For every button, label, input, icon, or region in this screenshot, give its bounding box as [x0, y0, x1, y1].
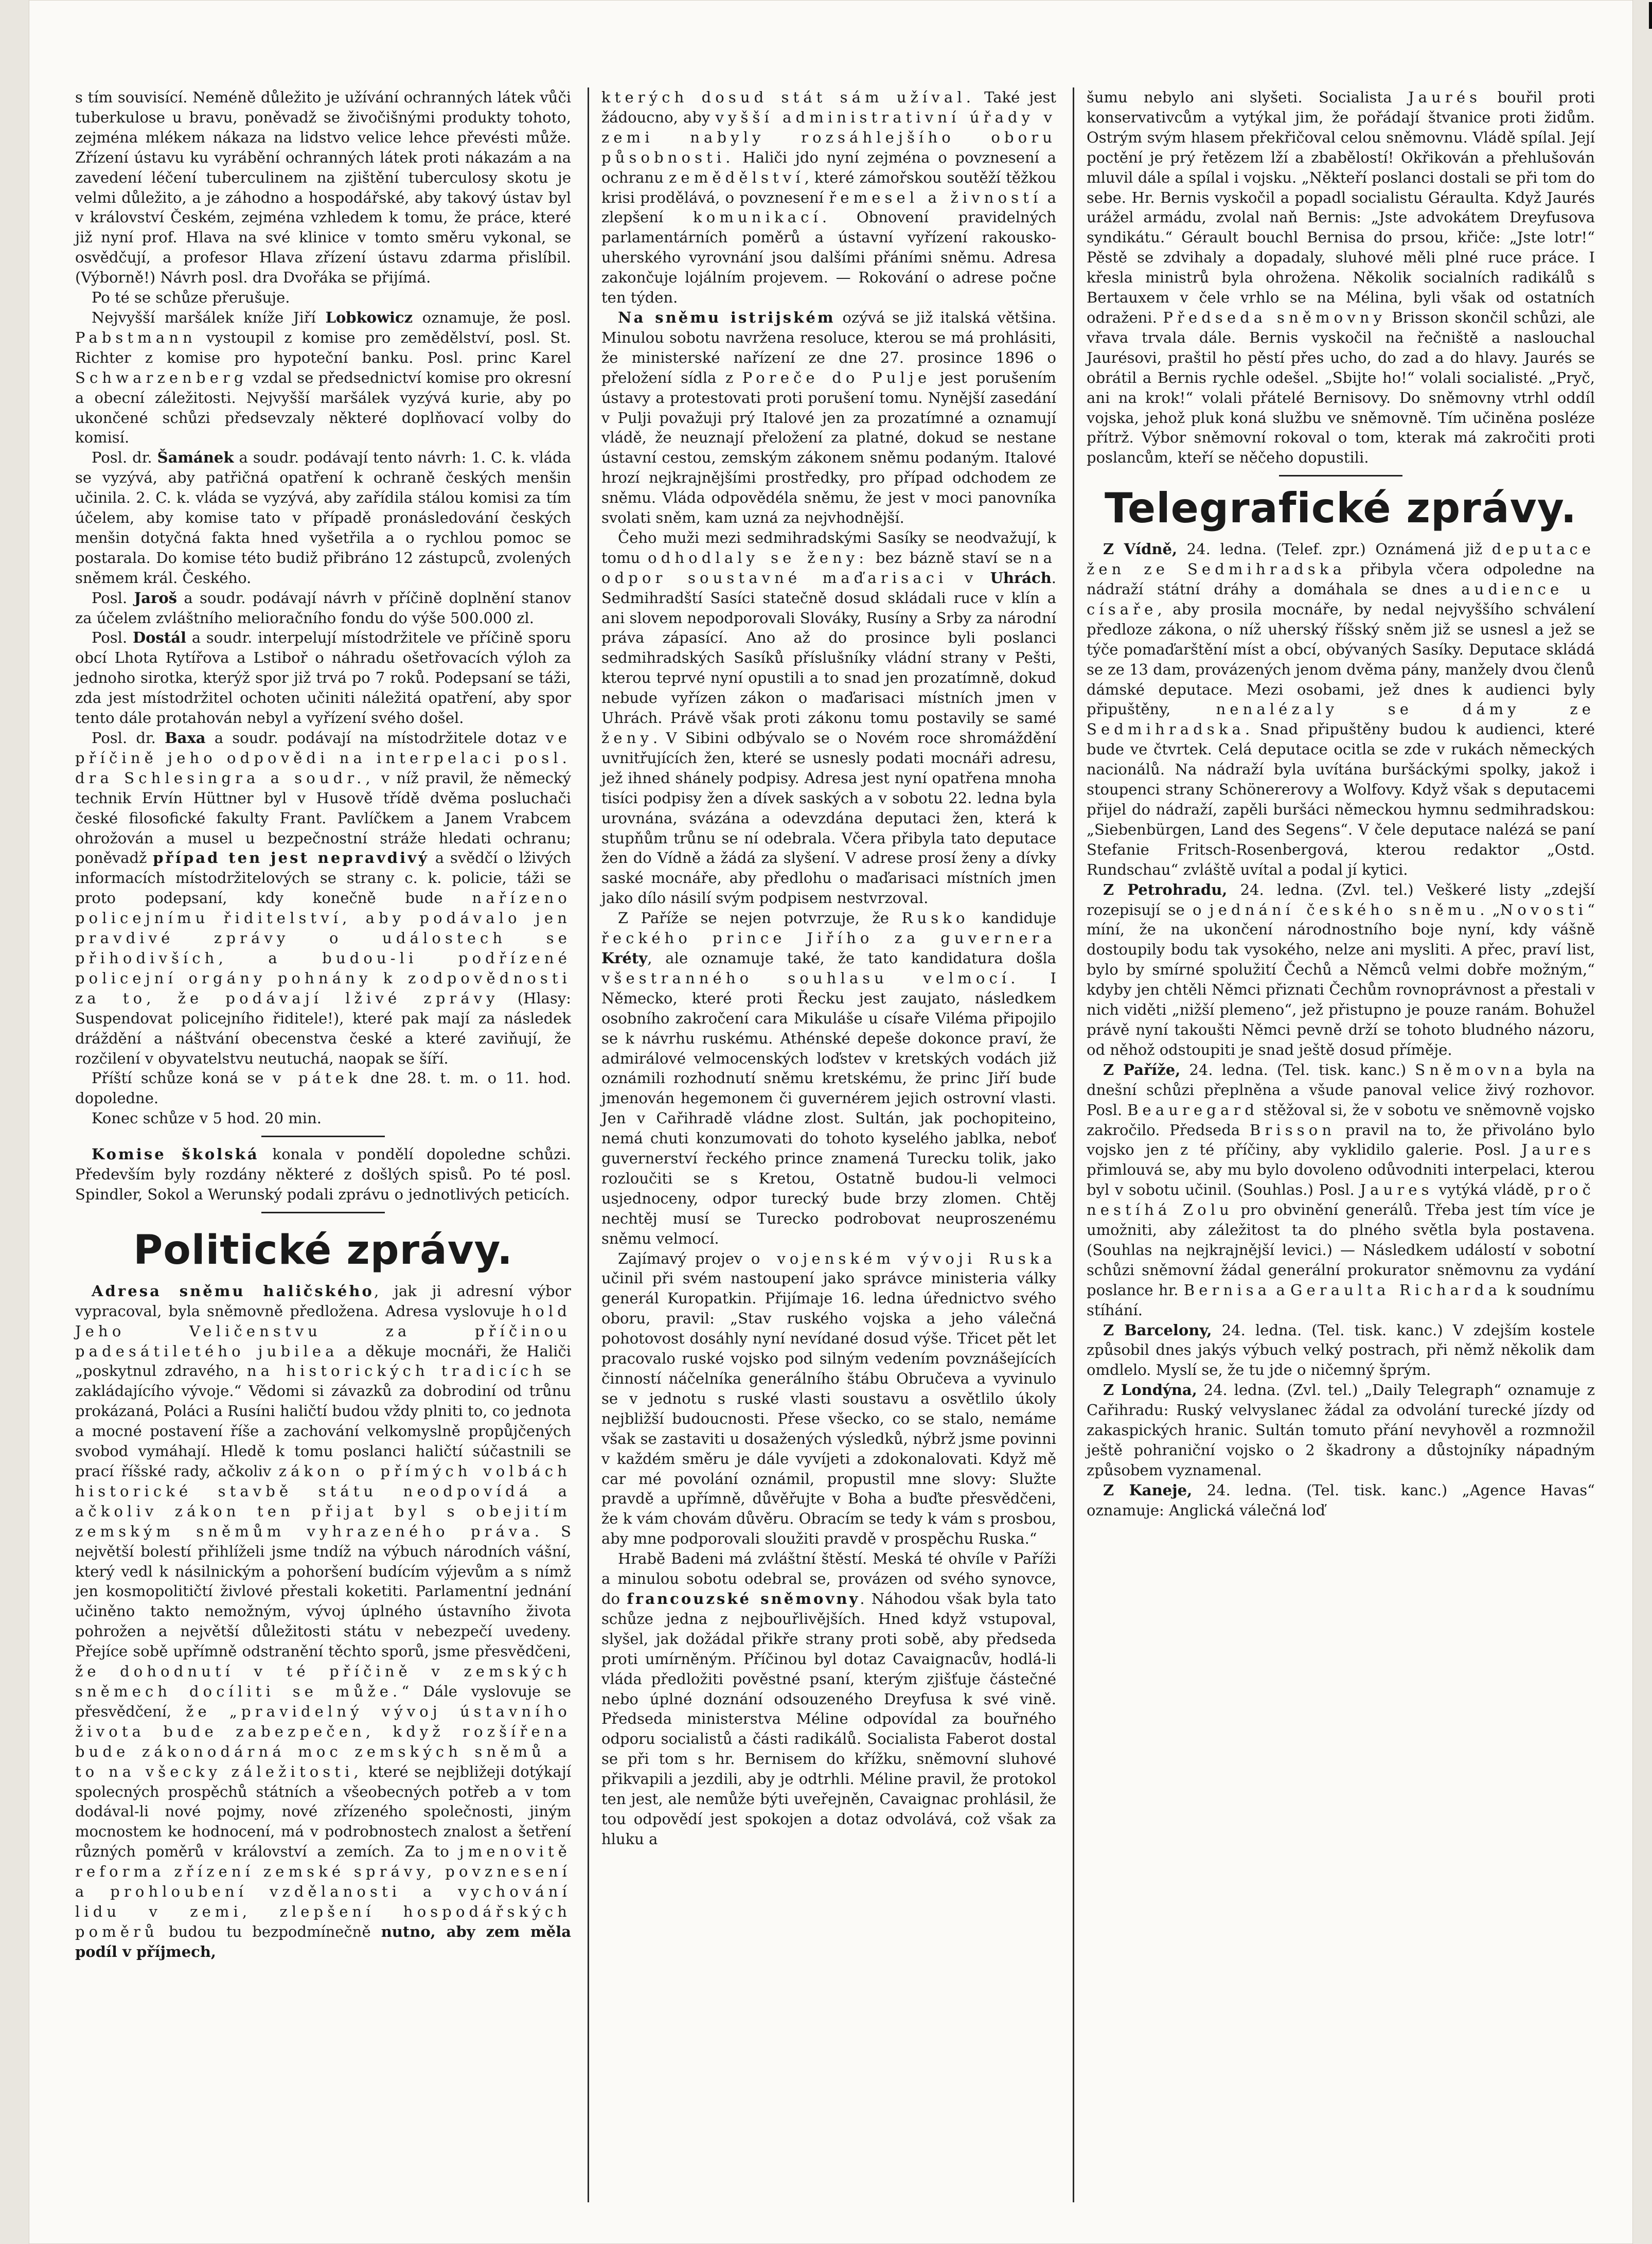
paragraph: Adresa sněmu haličského, jak ji adresní výbor vypracoval, byla sněmovně předložena. Adresa vyslovuje hold Jeho Veličenstvu za příčinou padesátiletého jubilea a děkuje mocnáři, že Haliči „poskytnul zdravého, na historických tradicích se zakládajícího vývoje.“ Vědomi si závazků za dobrodiní od trůnu prokázaná, Poláci a Rusíni haličtí budou vždy plniti to, co jednota a mocné postavení říše a zachování velkomyslně propůjčených svobod vymáhají. Hledě k tomu poslanci haličtí súčastnili se prací říšské rady, ačkoliv zákon o přímých volbách historické stavbě státu neodpovídá a ačkoliv zákon ten přijat byl s obejitím zemským sněmům vyhrazeného práva. S největší bolestí přihlíželi jsme tndíž na výbuch národních vášní, který vedl k násilnickým a pohoršení budícím výjevům a s nímž jen kosmopolitičtí živlové přestali koketiti. Parlamentní jednání učiněno takto nemožným, vývoj úplného ústavního života pohrožen a největší důležitosti státu v nebezpečí uvedeny. Přejíce sobě upřímně odstranění těchto sporů, jsme přesvědčeni, že dohodnutí v té příčině v zemských sněmech docíliti se může.“ Dále vyslovuje se přesvědčení, že „pravidelný vývoj ústavního života bude zabezpečen, když rozšířena bude zákonodárná moc zemských sněmů a to na všecky záležitosti, které se nejbližeji dotýkají spolecných prospěchů státních a všeobecných potřeb a v tom dodával-li nové pojmy, nové zřízeného společnosti, jiným mocnostem ke hodnocení, má v podrobnostech znalost a šetření různých poměrů v království a zemích. Za to jmenovitě reforma zřízení zemské správy, povznesení a prohloubení vzdělanosti a vychování lidu v zemi, zlepšení hospodářských poměrů budou tu bezpodmínečně nutno, aby zem měla podíl v příjmech,: [75, 1282, 572, 1960]
paragraph: Příští schůze koná se v pátek dne 28. t. m. o 11. hod. dopoledne.: [75, 1069, 571, 1107]
paragraph: Posl. Jaroš a soudr. podávají návrh v příčině doplnění stanov za účelem zvláštního melioračního fondu do výše 500.000 zl.: [75, 589, 571, 627]
telegram-paris: Z Paříže, 24. ledna. (Tel. tisk. kanc.) Sněmovna byla na dnešní schůzi přeplněna a všude panoval velice živý rozhovor. Posl. Beauregard stěžoval si, že v sobotu ve sněmovně vojsko zakročilo. Předseda Brisson pravil na to, že přivoláno bylo vojsko jen z té příčiny, aby vyklidilo galerie. Posl. Jaures přimlouvá se, aby mu bylo dovoleno odůvodniti interpelaci, kterou byl v sobotu učinil. (Souhlas.) Posl. Jaures vytýká vládě, proč nestíhá Zolu pro obvinění generálů. Třeba jest tím více je umožniti, aby záležitost ta do plného světla byla postavena. (Souhlas na nejkrajnější levici.) — Následkem událostí v sobotní schůzi sněmovní žádal generální prokurator sněmovnu za vydání poslance hr. Bernisa a Geraulta Richarda k soudnímu stíhání.: [1087, 1061, 1595, 1319]
telegram-london: Z Londýna, 24. ledna. (Zvl. tel.) „Daily Telegraph“ oznamuje z Cařihradu: Ruský velvyslanec žádal za odvolání turecké jízdy od zakaspických hranic. Sultán tomuto přání nevyhověl a rozmnožil ještě pohraniční vojsko o 2 škadrony a důstojníky nápadným způsobem vyznamenal.: [1087, 1381, 1595, 1479]
paragraph: Posl. dr. Šamánek a soudr. podávají tento návrh: 1. C. k. vláda se vyzývá, aby patřičná opatření k ochraně českých menšin učinila. 2. C. k. vláda se vyzývá, aby zařídila stálou komisi za tím účelem, aby komise tato v případě pronásledování českých menšin dotyčná fakta hned vyšetřila a o rychlou pomoc se postarala. Do komise této budiž přibráno 12 zástupců, zvolených sněmem král. Českého.: [75, 449, 571, 587]
paragraph: Nejvyšší maršálek kníže Jiří Lobkowicz oznamuje, že posl. Pabstmann vystoupil z komise pro zemědělství, posl. St. Richter z komise pro hypoteční banku. Posl. princ Karel Schwarzenberg vzdal se předsednictví komise pro okresní a obecní záležitosti. Nejvyšší maršálek vyzývá kurie, aby po ukončené schůzi předsevzaly některé doplňovací volby do komisí.: [75, 308, 572, 447]
paragraph: Posl. Dostál a soudr. interpelují místodržitele ve příčině sporu obcí Lhota Rytířova a Lstiboř o náhradu ošetřovacích výloh za jednoho sirotka, kterýž spor již trvá po 7 roků. Podepsaní se táži, zda jest místodržitel ochoten učiniti náležitá opatření, aby spor tento dále protahován nebyl a vyřízení svého došel.: [75, 629, 571, 727]
section-divider: [261, 1212, 385, 1213]
paragraph: Konec schůze v 5 hod. 20 min.: [92, 1109, 322, 1127]
paragraph: Hrabě Badeni má zvláštní štěstí. Meská té ohvíle v Paříži a minulou sobotu odebral se, provázen od svého synovce, do francouzské sněmovny. Náhodou však byla tato schůze jedna z nejbouřlivějších. Hned když vstupoval, slyšel, jak dožádal přikře strany proti sobě, aby předseda proti umírněným. Příčinou byl dotaz Cavaignacův, hodlá-li vláda předložiti pověstné psaní, kterým zjišťuje částečné nebo úplné doznání odsouzeného Dreyfusa k své vině. Předseda ministerstva Méline odpovídal za bouřného odporu socialistů a části radikálů. Socialista Faberot dostal se při tom s hr. Bernisem do křížku, sněmovní sluhové přikvapili a jezdili, aby je odtrhli. Méline pravil, že protokol ten jest, ale nemůže býti uveřejněn, Cavaignac prohlásil, že tou odpovědí jest spokojen a dotaz odvolává, což však za hluku a: [601, 1550, 1056, 1848]
paragraph: šumu nebylo ani slyšeti. Socialista Jaurés bouřil proti konservativcům a vytýkal jim, že pořádají štvanice proti židům. Ostrým svým hlasem překřičoval celou sněmovnu. Vládě spílal. Její poctění je prý řetězem lží a zbabělostí! Okřikován a přehlušován mluvil dále a spílal i vojsku. „Někteří poslanci dostali se při tom do sebe. Hr. Bernis vyskočil a popadl socialistu Géraulta. Když Jaurés urážel armádu, zvolal naň Bernis: „Jste advokátem Dreyfusova syndikátu.“ Gérault bouchl Bernisa do prsou, křiče: „Jste lotr!“ Pěstě se zdvihaly a dopadaly, sluhové měli plné ruce práce. I křesla ministrů byla ohrožena. Několik socialních radikálů s Bertauxem v čele vrhlo se na Mélina, byli však od ostatních odraženi. Předseda sněmovny Brisson skončil schůzi, ale vřava trvala dále. Bernis vyskočil na řečniště a naslouchal Jaurésovi, praštil ho pěstí přes ucho, do zad a do hlavy. Jaurés se obrátil a Bernis rychle odešel. „Sbijte ho!“ volali socialisté. „Pryč, ani na krok!“ volali přátelé Bernisovy. Do sněmovny vtrhl oddíl vojska, jehož pluk koná službu ve sněmovně. Tím učiněna posléze přítrž. Výbor sněmovní rokoval o tom, kterak má zakročiti proti poslancům, kteří se něčeho dopustili.: [1087, 89, 1595, 467]
paragraph: Čeho muži mezi sedmihradskými Sasíky se neodvažují, k tomu odhodlaly se ženy: bez bázně staví se na odpor soustavné maďarisaci v Uhrách. Sedmihradští Sasíci statečně dosud skládali ruce v klín a ani slovem nepodporovali Slováky, Rusíny a Srby za národní práva zápasící. Ano až do prosince byli poslanci sedmihradských Sasíků příslušníky vládní strany v Pešti, kterou teprvé nyní opustili a to snad jen prozatímně, dokud nebude vyřízen zákon o maďarisaci místních jmen v Uhrách. Právě však proti zákonu tomu postavily se samé ženy. V Sibini odbývalo se o Novém roce shromáždění uvnitřujících žen, které se usnesly podati mocnáři adresu, jež ihned shánely podpisy. Adresa jest nyní opatřena mnoha tisíci podpisy žen a dívek saských a v sobotu 22. ledna byla urovnána, svázána a odevzdána deputaci žen, která k stupňům trůnu se ní odebrala. Včera přibyla tato deputace žen do Vídně a žádá za slyšení. V adrese prosí ženy a dívky saské mocnáře, aby předlohu o maďarisaci místních jmen jako dílo násilí svým podpisem nestvrzoval.: [601, 528, 1056, 907]
telegram-vienna: Z Vídně, 24. ledna. (Telef. zpr.) Oznámená již deputace žen ze Sedmihradska přibyla včera odpoledne na nádraží státní dráhy a domáhala se dnes audience u císaře, aby prosila mocnáře, by nedal nejvyššího schválení předloze zákona, o níž uherský říšský sněm již se usnesl a jež se týče pomaďarštění míst a obcí, obývaných Sasíky. Deputace skládá se ze 13 dam, provázených jenom dvěma pány, manžely dvou členů dámské deputace. Mezi osobami, jež dnes k audienci byly připuštěny, nenalézaly se dámy ze Sedmihradska. Snad připuštěny budou k audienci, které bude ve čtvrtek. Celá deputace ocitla se zde v rukách německých nacionálů. Na nádraží byla uvítána buršáckými spolky, jakož i stoupenci strany Schönererovy a Wolfovy. Když však s deputacemi přijel do nádraží, zapěli buršáci německou hymnu sedmihradskou: „Siebenbürgen, Land des Segens“. V čele deputace nalézá se paní Stefanie Fritsch-Rosenbergová, kterou redaktor „Ostd. Rundschau“ zvláště uvítal a podal jí kytici.: [1087, 540, 1595, 878]
telegram-barcelona: Z Barcelony, 24. ledna. (Tel. tisk. kanc.) V zdejším kostele způsobil dnes jakýs výbuch velký postrach, při němž několik dam omdlelo. Myslí se, že tu jde o ničemný šprým.: [1087, 1321, 1595, 1379]
scan-corner-mark: [1649, 2, 1652, 29]
telegram-petersburg: Z Petrohradu, 24. ledna. (Zvl. tel.) Veškeré listy „zdejší rozepisují se o jednání českého sněmu. „Novosti“ míní, že na ukončení národnostního boje nyní, kdy vášně dostoupily bodu tak vysokého, nelze ani mysliti. A přec, praví list, bylo by smírné spolužití Čechů a Němců velmi dobře možným,“ kdyby jen chtěli Němci přiznati Čechům rovnoprávnost a přestali v nich viděti „nižší plemeno“, jež přistupno je pouze ranám. Bohužel právě nyní takoušti Němci pevně drží se tohoto bludného názoru, od něhož odstoupiti je snad ještě dosud příměje.: [1087, 880, 1595, 1058]
paragraph: Po té se schůze přerušuje.: [92, 289, 290, 307]
newspaper-page: [29, 0, 1633, 2244]
paragraph: Komise školská konala v pondělí dopoledne schůzi. Především byly rozdány některé z došlých spisů. Po té posl. Spindler, Sokol a Werunský podali zprávu o jednotlivých peticích.: [75, 1145, 571, 1203]
column-2: [588, 87, 1073, 2202]
column-1: [67, 87, 588, 2202]
section-heading-political: Politické zprávy.: [133, 1227, 513, 1274]
paragraph: Zajímavý projev o vojenském vývoji Ruska učinil při svém nastoupení jako správce ministeria války generál Kuropatkin. Přijímaje 16. ledna úřednictvo svého oboru, pravil: „Stav ruského vojska a jeho válečná pohotovost dosáhly nyní nevídané dosud výše. Třicet pět let pracovalo ruské vojsko pod silným vedením povznášejících činností náčelníka generálního štábu Obručeva a vyvinulo se v jednotu s ruské vlasti soustavu a osvětlilo úkoly nejbližší budoucnosti. Přese všecko, co se stalo, nemáme však se zastaviti u dosažených výsledků, nýbrž jsme povinni v každém směru je dále vyvíjeti a zdokonalovati. Když mě car mé povolání oznámil, propustil mne slovy: Služte pravdě a upřímně, důvěřujte v Boha a buďte přesvědčeni, že k vám chovám důvěru. Obracím se tedy k vám s prosbou, aby mne podporovali sloužiti pravdě v prospěchu Ruska.“: [601, 1249, 1056, 1548]
paragraph: kterých dosud stát sám užíval. Také jest žádoucno, aby vyšší administrativní úřady v zemi nabyly rozsáhlejšího oboru působnosti. Haliči jdo nyní zejména o povznesení a ochranu zemědělství, které zámořskou soutěží těžkou krisi prodělává, o povznesení řemesel a živností a zlepšení komunikací. Obnovení pravidelných parlamentárních poměrů a ústavní vyřízení rakousko-uherského vyrovnání jsou dalšími přáními sněmu. Adresa zakončuje lojálním projevem. — Rokování o adrese počne ten týden.: [601, 89, 1057, 307]
paragraph: Na sněmu istrijském ozývá se již italská většina. Minulou sobotu navržena resoluce, kterou se má prohlásiti, že ministerské nařízení ze dne 27. prosince 1896 o přeložení sídla z Poreče do Pulje jest porušením ústavy a protestovati proti porušení tomu. Nynější zasedání v Pulji považuji prý Italové jen za prozatímné a oznamují vládě, že neuznají přeložení za platné, dokud se nestane ústavní cestou, zemským zákonem sněmu podaným. Italové hrozí nejkrajnějšími prostředky, pro případ odchodem ze sněmu. Vláda odpovědéla sněmu, že jest v moci panovníka svolati sněm, kam uzná za nejvhodnější.: [601, 308, 1057, 527]
section-divider: [1279, 475, 1402, 476]
section-heading-telegraphic: Telegrafické zprávy.: [1104, 484, 1577, 533]
section-divider: [261, 1136, 385, 1137]
telegram-canea: Z Kaneje, 24. ledna. (Tel. tisk. kanc.) „Agence Havas“ oznamuje: Anglická válečná loď: [1087, 1481, 1595, 1519]
paragraph: Z Paříže se nejen potvrzuje, že Rusko kandiduje řeckého prince Jiřího za guvernera Kréty, ale oznamuje také, že tato kandidatura došla všestranného souhlasu velmocí. I Německo, které proti Řecku jest zaujato, následkem osobního zakročení cara Mikuláše u císaře Viléma připojilo se k návrhu ruskému. Athénské depeše dokonce praví, že admirálové velmocenských loďstev v kretských vodách již oznámili rozhodnutí sněmu kretskému, že princ Jiří bude jmenován hegemonem či guvernérem jejich ostrovní vlasti. Jen v Cařihradě vládne zlost. Sultán, jak pochopiteino, nemá chuti konzumovati do tohoto kyselého jablka, neboť guvernerství řeckého prince znamená Turecku tolik, jako rozloučiti se s Kretou, Ostatně budou-li velmoci usjednoceny, odpor turecký bude brzy zlomen. Chtěj nechtěj musí se Turecko podrobovat neuproszenému sněmu velmocí.: [601, 909, 1056, 1247]
paragraph: s tím souvisící. Neméně důležito je užívání ochranných látek vůči tuberkulose u bravu, poněvadž se živočišnými produkty tohoto, zejména mlékem nákaza na lidstvo velice lehce převésti může. Zřízení ústavu ku vyrábění ochranných látek proti nákazám a na zavedení léčení tuberculinem na zjištění tuberculosy skotu je velmi důležito, a je záhodno a hospodářské, aby takový ústav byl v království Českém, zejména vzhledem k tomu, že práce, které již nyní prof. Hlava na své klinice v tomto směru vykonal, se osvědčují, a profesor Hlava zřízení ústavu zdarma přislíbil. (Výborně!) Návrh posl. dra Dvořáka se přijímá.: [75, 89, 571, 287]
paragraph: Posl. dr. Baxa a soudr. podávají na místodržitele dotaz ve příčině jeho odpovědi na interpelaci posl. dra Schlesingra a soudr., v níž pravil, že německý technik Ervín Hüttner byl v Husově třídě dvěma posluchači české filosofické fakulty Frant. Pavlíčkem a Janem Vrabcem ohrožován a musel u bezpečnostní stráže hledati ochranu; poněvadž případ ten jest nepravdivý a svědčí o lživých informacích místodržitelových se strany c. k. policie, táži se proto podepsaní, kdy konečně bude nařízeno policejnímu řiditelství, aby podávalo jen pravdivé zprávy o událostech se přihodivších, a budou-li podřízené policejní orgány pohnány k zodpovědnosti za to, že podávají lživé zprávy (Hlasy: Suspendovat policejního řiditele!), které pak mají za následek dráždění a náštvání obecenstva české a které zaviňují, že rozčilení v obyvatelstvu neutuchá, naopak se šíří.: [75, 729, 572, 1067]
column-3: [1073, 87, 1600, 2202]
article-columns: [67, 87, 1600, 2202]
